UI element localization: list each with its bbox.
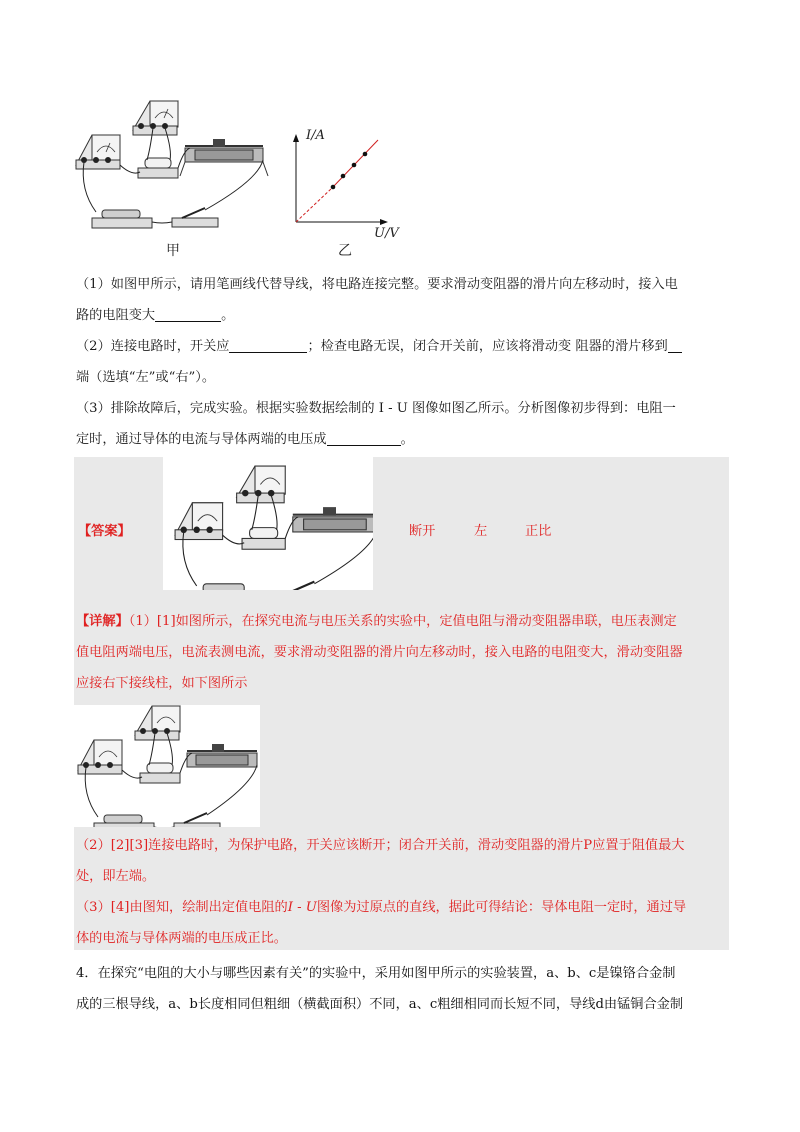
q1-line1: （1）如图甲所示，请用笔画线代替导线，将电路连接完整。要求滑动变阻器的滑片向左移动时，接入电 xyxy=(76,277,678,292)
detail-line4: （2）[2][3]连接电路时，为保护电路，开关应该断开；闭合开关前，滑动变阻器的滑片P应置于阻值最大 xyxy=(76,838,685,853)
graph-x-label: U/V xyxy=(374,226,399,241)
detail-line5: 处，即左端。 xyxy=(76,869,156,884)
q2-line2: 端（选填“左”或“右”）。 xyxy=(76,370,216,385)
top-figure xyxy=(0,0,800,260)
q2-line1: （2）连接电路时，开关应 ；检查电路无误，闭合开关前，应该将滑动变 阻器的滑片移到 xyxy=(76,337,682,357)
detail-circuit-svg xyxy=(74,705,260,827)
answer-tag: 【答案】 xyxy=(78,524,131,539)
detail-line7: 体的电流与导体两端的电压成正比。 xyxy=(76,931,287,946)
caption-yi: 乙 xyxy=(338,243,352,259)
q4-line2: 成的三根导线，a、b长度相同但粗细（横截面积）不同，a、c粗细相同而长短不同，导线d由锰铜合金制 xyxy=(76,997,684,1012)
ammeter-icon xyxy=(76,135,120,169)
detail-tag: 【详解】 xyxy=(76,614,129,629)
detail-circuit-image xyxy=(74,705,260,827)
caption-jia: 甲 xyxy=(166,243,180,259)
iu-graph xyxy=(293,134,388,225)
q1-line2: 路的电阻变大 。 xyxy=(76,308,235,323)
rheostat-icon xyxy=(180,139,268,176)
detail-line2: 值电阻两端电压，电流表测电流，要求滑动变阻器的滑片向左移动时，接入电路的电阻变大，滑动变阻器 xyxy=(76,645,683,660)
detail-line3: 应接右下接线柱，如下图所示 xyxy=(76,676,248,691)
battery-icon xyxy=(92,210,152,228)
graph-y-label: I/A xyxy=(306,128,325,143)
voltmeter-icon xyxy=(133,101,178,135)
circuit-figure-jia xyxy=(0,0,800,260)
detail-line1: 【详解】（1）[1]如图所示，在探究电流与电压关系的实验中，定值电阻与滑动变阻器串联，电压表测定 xyxy=(76,614,677,629)
answer-value-2: 左 xyxy=(474,524,488,539)
answer-circuit-image xyxy=(163,457,373,590)
q3-line2: 定时，通过导体的电流与导体两端的电压成 。 xyxy=(76,432,414,447)
q4-line1: 4．在探究“电阻的大小与哪些因素有关”的实验中，采用如图甲所示的实验装置，a、b、c是镍铬合金制 xyxy=(76,966,676,981)
answer-value-1: 断开 xyxy=(409,524,436,539)
fixed-resistor-icon xyxy=(138,158,178,178)
switch-icon xyxy=(172,208,218,227)
detail-line6: （3）[4]由图知，绘制出定值电阻的I - U图像为过原点的直线，据此可得结论：导体电阻一定时，通过导 xyxy=(76,900,687,915)
answer-value-3: 正比 xyxy=(525,524,552,539)
q3-line1: （3）排除故障后，完成实验。根据实验数据绘制的 I - U 图像如图乙所示。分析图像初步得到：电阻一 xyxy=(76,401,676,416)
answer-circuit-svg xyxy=(163,457,373,590)
